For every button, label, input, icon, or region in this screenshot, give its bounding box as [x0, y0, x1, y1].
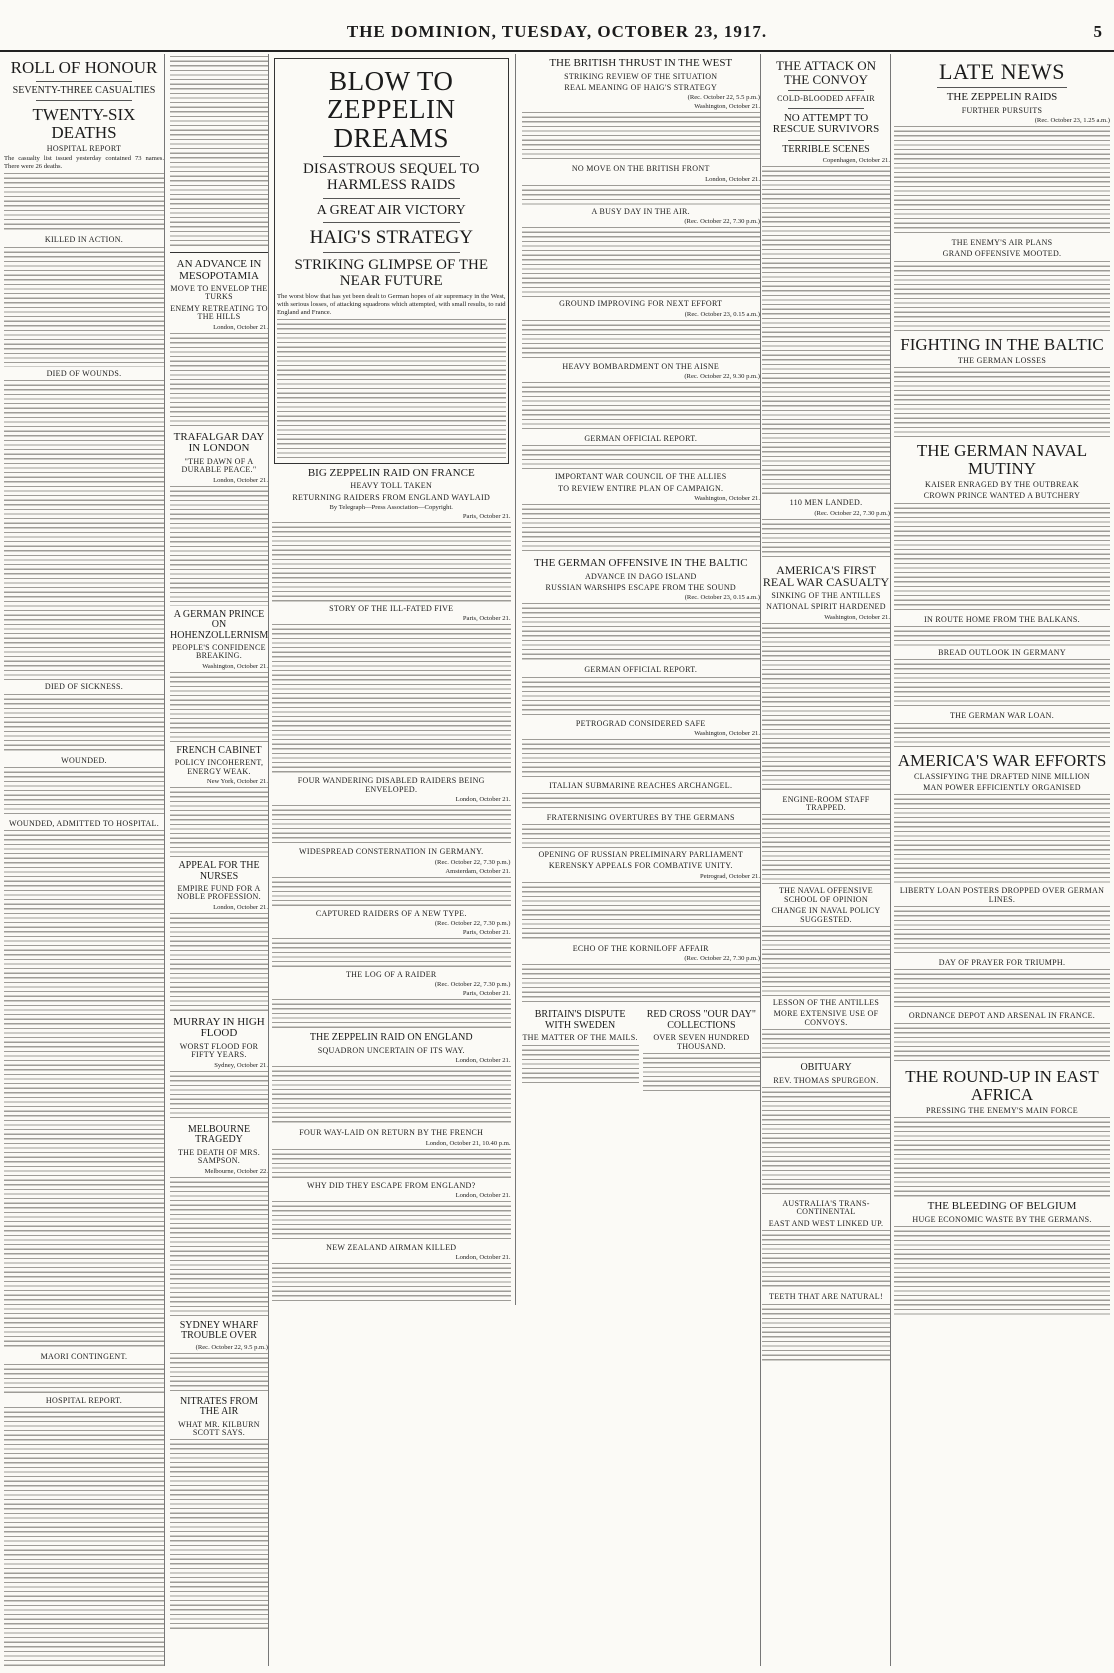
body-text-block — [894, 1226, 1110, 1316]
column-late-news — [894, 54, 1110, 1666]
subheadline: EMPIRE FUND FOR A NOBLE PROFESSION. — [177, 884, 261, 902]
lead-subheadline: A GREAT AIR VICTORY — [316, 202, 466, 218]
body-text-block — [4, 830, 164, 1350]
masthead-date-line: THE DOMINION, TUESDAY, OCTOBER 23, 1917. — [346, 22, 768, 41]
dateline: Paris, October 21. — [462, 615, 511, 623]
body-text-block — [4, 767, 164, 817]
body-text-block — [170, 1439, 268, 1629]
body-text-block — [4, 247, 164, 367]
body-text-block — [894, 794, 1110, 884]
subheadline: TWENTY-SIX DEATHS — [32, 105, 136, 143]
body-text-block — [522, 824, 761, 848]
body-text-block — [522, 1045, 639, 1085]
subheadline: MORE EXTENSIVE USE OF CONVOYS. — [773, 1009, 879, 1027]
subheadline: WORST FLOOD FOR FIFTY YEARS. — [179, 1041, 259, 1060]
subheadline: GERMAN OFFICIAL REPORT. — [584, 665, 698, 675]
body-text-block — [170, 486, 268, 606]
headline: AN ADVANCE IN MESOPOTAMIA — [176, 258, 262, 282]
lead-subheadline: STRIKING GLIMPSE OF THE NEAR FUTURE — [294, 257, 488, 289]
dateline: London, October 21. — [213, 903, 268, 911]
dateline: (Rec. October 23, 1.25 a.m.) — [1034, 117, 1110, 125]
subheadline: CLASSIFYING THE DRAFTED NINE MILLION — [914, 771, 1090, 781]
subheadline: WHAT MR. KILBURN SCOTT SAYS. — [178, 1419, 260, 1437]
subheadline: KAISER ENRAGED BY THE OUTBREAK — [925, 479, 1079, 489]
subheadline: IN ROUTE HOME FROM THE BALKANS. — [924, 614, 1080, 624]
body-text-block — [170, 333, 268, 428]
body-text-block — [522, 677, 761, 717]
body-text-block — [4, 380, 164, 680]
subheadline: ADVANCE IN DAGO ISLAND — [584, 571, 697, 581]
body-text-block — [894, 1117, 1110, 1197]
subheadline: MOVE TO ENVELOP THE TURKS — [170, 284, 268, 302]
subheadline: CAPTURED RAIDERS OF A NEW TYPE. — [315, 908, 467, 918]
subheadline: PETROGRAD CONSIDERED SAFE — [575, 718, 706, 728]
body-text-block — [4, 173, 164, 233]
subheadline: ITALIAN SUBMARINE REACHES ARCHANGEL. — [549, 781, 733, 791]
dateline: Copenhagen, October 21. — [822, 157, 890, 165]
headline: NITRATES FROM THE AIR — [179, 1395, 259, 1418]
subheadline: TO REVIEW ENTIRE PLAN OF CAMPAIGN. — [558, 483, 724, 493]
dateline: Paris, October 21. — [462, 512, 511, 520]
column-convoy — [762, 54, 891, 1666]
body-text-block — [272, 1149, 511, 1179]
headline: SYDNEY WHARF TROUBLE OVER — [179, 1319, 259, 1342]
body-text: The casualty list issued yesterday contained 73 names. There were 26 deaths. — [4, 155, 164, 171]
dateline: (Rec. October 22, 7.30 p.m.) — [434, 858, 511, 866]
headline: BRITAIN'S DISPUTE WITH SWEDEN — [534, 1009, 626, 1031]
subheadline: STORY OF THE ILL-FATED FIVE — [329, 603, 454, 613]
subheadline: LESSON OF THE ANTILLES — [772, 997, 880, 1007]
subheadline: LIBERTY LOAN POSTERS DROPPED OVER GERMAN LINES. — [899, 886, 1105, 904]
page-number: 5 — [1093, 22, 1102, 41]
body-text-block — [762, 623, 890, 793]
body-text-block — [272, 805, 511, 845]
section-label: WOUNDED. — [61, 755, 107, 765]
dateline: (Rec. October 22, 5.5 p.m.) — [687, 94, 760, 102]
dateline: Sydney, October 21. — [214, 1061, 268, 1069]
dateline: London, October 21, 10.40 p.m. — [425, 1139, 511, 1147]
headline: THE BLEEDING OF BELGIUM — [927, 1199, 1077, 1212]
column-main-news — [272, 54, 761, 1666]
headline: AMERICA'S FIRST REAL WAR CASUALTY — [762, 562, 890, 590]
dateline: Washington, October 21. — [202, 662, 268, 670]
body-text-block — [762, 1087, 890, 1197]
body-text-block — [4, 1407, 164, 1666]
subheadline: NO MOVE ON THE BRITISH FRONT — [571, 164, 710, 174]
subheadline: A BUSY DAY IN THE AIR. — [591, 206, 690, 216]
lead-subheadline: DISASTROUS SEQUEL TO HARMLESS RAIDS — [303, 161, 480, 193]
subheadline: ENEMY RETREATING TO THE HILLS — [170, 303, 268, 322]
lead-subheadline: HAIG'S STRATEGY — [309, 227, 473, 249]
subheadline: SQUADRON UNCERTAIN OF ITS WAY. — [317, 1045, 465, 1055]
subheadline: PRESSING THE ENEMY'S MAIN FORCE — [926, 1105, 1078, 1115]
masthead — [0, 0, 1114, 52]
subheadline: COLD-BLOODED AFFAIR — [777, 94, 875, 104]
body-text-block — [522, 793, 761, 811]
subheadline: PEOPLE'S CONFIDENCE BREAKING. — [172, 643, 266, 661]
body-text-block — [522, 112, 761, 162]
lead-headline-box — [274, 58, 509, 464]
body-text-block — [272, 999, 511, 1029]
body-text-block — [894, 969, 1110, 1009]
body-text-block — [522, 382, 761, 432]
subheadline: DAY OF PRAYER FOR TRIUMPH. — [938, 958, 1066, 968]
headline: MELBOURNE TRAGEDY — [187, 1123, 251, 1146]
body-text-block — [522, 739, 761, 779]
headline: THE ZEPPELIN RAID ON ENGLAND — [309, 1032, 473, 1044]
subheadline: HOSPITAL REPORT — [46, 144, 122, 154]
body-text-block — [272, 1066, 511, 1126]
body-text-block — [522, 320, 761, 360]
body-text-block — [170, 1177, 268, 1317]
body-text-block — [522, 185, 761, 205]
subheadline: POLICY INCOHERENT, ENERGY WEAK. — [174, 758, 264, 776]
subheadline: RETURNING RAIDERS FROM ENGLAND WAYLAID — [292, 492, 491, 502]
body-text-block — [272, 938, 511, 968]
dateline: Petrograd, October 21. — [699, 872, 760, 880]
dateline: (Rec. October 22, 9.30 p.m.) — [684, 372, 760, 380]
subheadline: THE MATTER OF THE MAILS. — [522, 1033, 638, 1043]
dateline: (Rec. October 22, 9.5 p.m.) — [195, 1343, 268, 1351]
subheadline: THE ENEMY'S AIR PLANS — [951, 238, 1053, 248]
subheadline: GROUND IMPROVING FOR NEXT EFFORT — [559, 299, 723, 309]
headline: THE BRITISH THRUST IN THE WEST — [549, 57, 733, 69]
body-text-block — [894, 261, 1110, 331]
dateline: London, October 21. — [455, 796, 511, 804]
headline: TRAFALGAR DAY IN LONDON — [173, 430, 265, 455]
section-label: WOUNDED, ADMITTED TO HOSPITAL. — [8, 818, 160, 828]
body-text-block — [894, 659, 1110, 709]
dateline: Washington, October 21. — [824, 613, 890, 621]
body-text-block — [762, 1029, 890, 1059]
subheadline: HEAVY BOMBARDMENT ON THE AISNE — [562, 361, 720, 371]
body-text-block — [277, 319, 506, 459]
body-text-block — [272, 877, 511, 907]
dateline: New York, October 21. — [206, 778, 268, 786]
body-text-block — [522, 227, 761, 297]
subheadline: 110 MEN LANDED. — [789, 498, 863, 508]
body-text-block — [170, 672, 268, 742]
dateline: (Rec. October 23, 0.15 a.m.) — [684, 594, 760, 602]
body-text-block — [272, 1263, 511, 1303]
subheadline: ENGINE-ROOM STAFF TRAPPED. — [782, 794, 870, 813]
subheadline: NO ATTEMPT TO RESCUE SURVIVORS — [772, 111, 880, 136]
subheadline: IMPORTANT WAR COUNCIL OF THE ALLIES — [554, 472, 727, 482]
subheadline: KERENSKY APPEALS FOR COMBATIVE UNITY. — [548, 861, 733, 871]
subheadline: HEAVY TOLL TAKEN — [350, 481, 433, 491]
body-text-block — [522, 882, 761, 942]
body-text-block — [170, 56, 268, 246]
headline: THE ROUND-UP IN EAST AFRICA — [905, 1066, 1099, 1104]
subheadline: REV. THOMAS SPURGEON. — [773, 1075, 879, 1085]
section-label: HOSPITAL REPORT. — [45, 1395, 123, 1405]
subheadline: WHY DID THEY ESCAPE FROM ENGLAND? — [307, 1180, 476, 1190]
subheadline: THE GERMAN WAR LOAN. — [949, 711, 1055, 721]
subheadline: THE GERMAN LOSSES — [957, 355, 1047, 365]
body-text-block — [4, 694, 164, 754]
body-text-block — [272, 624, 511, 774]
dateline: (Rec. October 22, 7.30 p.m.) — [684, 218, 760, 226]
column-roll-of-honour — [4, 54, 165, 1666]
headline: THE GERMAN OFFENSIVE IN THE BALTIC — [533, 557, 748, 570]
zeppelin-story — [272, 54, 516, 1305]
body-text-block — [762, 166, 890, 496]
dateline: London, October 21. — [455, 1057, 511, 1065]
body-text-block — [522, 445, 761, 470]
body-text-block — [894, 906, 1110, 956]
subheadline: THE LOG OF A RAIDER — [345, 969, 437, 979]
headline: RED CROSS "OUR DAY" COLLECTIONS — [646, 1009, 756, 1031]
subheadline: EAST AND WEST LINKED UP. — [768, 1218, 884, 1228]
dateline: Washington, October 21. — [694, 103, 760, 111]
section-label: KILLED IN ACTION. — [44, 235, 124, 245]
subheadline: FOUR WAY-LAID ON RETURN BY THE FRENCH — [299, 1128, 484, 1138]
subheadline: THE NAVAL OFFENSIVE SCHOOL OF OPINION — [778, 886, 873, 904]
subheadline: FOUR WANDERING DISABLED RAIDERS BEING ENVELOPED. — [297, 776, 485, 794]
subheadline: ECHO OF THE KORNILOFF AFFAIR — [572, 943, 709, 953]
lead-headline: BLOW TO ZEPPELIN DREAMS — [327, 66, 456, 153]
body-text-block — [894, 626, 1110, 646]
subheadline: CROWN PRINCE WANTED A BUTCHERY — [923, 491, 1081, 501]
headline: FIGHTING IN THE BALTIC — [900, 334, 1104, 354]
dateline: Paris, October 21. — [462, 928, 511, 936]
dateline: (Rec. October 22, 7.30 p.m.) — [434, 981, 511, 989]
subheadline: AUSTRALIA'S TRANS-CONTINENTAL — [782, 1199, 870, 1217]
dateline: Melbourne, October 22. — [204, 1167, 268, 1175]
body-text-block — [522, 964, 761, 1004]
subheadline: FURTHER PURSUITS — [961, 105, 1043, 115]
headline: ROLL OF HONOUR — [10, 58, 158, 77]
body-text-block — [762, 519, 890, 559]
subheadline: BREAD OUTLOOK IN GERMANY — [938, 647, 1066, 657]
dateline: London, October 21. — [213, 323, 268, 331]
subheadline: FRATERNISING OVERTURES BY THE GERMANS — [546, 812, 735, 822]
column-cables — [170, 54, 269, 1666]
headline: LATE NEWS — [938, 59, 1066, 84]
dateline: London, October 21. — [455, 1192, 511, 1199]
body-text-block — [522, 603, 761, 663]
dateline: London, October 21. — [705, 175, 760, 183]
body-text-block — [522, 504, 761, 554]
subheadline: HUGE ECONOMIC WASTE BY THE GERMANS. — [912, 1214, 1092, 1224]
headline: FRENCH CABINET — [176, 744, 262, 756]
body-text-block — [762, 1230, 890, 1290]
byline: By Telegraph—Press Association—Copyright. — [329, 503, 453, 511]
subheadline: SEVENTY-THREE CASUALTIES — [12, 84, 156, 96]
subheadline: THE ZEPPELIN RAIDS — [946, 91, 1058, 104]
body-text-block — [762, 814, 890, 884]
body-text-block — [762, 926, 890, 996]
dateline: Washington, October 21. — [694, 730, 760, 738]
headline: BIG ZEPPELIN RAID ON FRANCE — [307, 466, 475, 479]
dateline: Paris, October 21. — [462, 990, 511, 998]
subheadline: "THE DAWN OF A DURABLE PEACE." — [181, 456, 257, 475]
dateline: Amsterdam, October 21. — [445, 867, 511, 875]
body-text-block — [894, 723, 1110, 747]
body-text-block — [170, 913, 268, 1013]
body-text-block — [272, 1201, 511, 1241]
headline: A GERMAN PRINCE ON HOHENZOLLERNISM — [170, 608, 269, 641]
subheadline: THE DEATH OF MRS. SAMPSON. — [178, 1147, 260, 1166]
dateline: London, October 21. — [455, 1254, 511, 1262]
subheadline: STRIKING REVIEW OF THE SITUATION — [564, 71, 718, 81]
subheadline: RUSSIAN WARSHIPS ESCAPE FROM THE SOUND — [545, 583, 736, 592]
headline: THE GERMAN NAVAL MUTINY — [916, 441, 1088, 478]
section-label: DIED OF SICKNESS. — [44, 682, 124, 692]
subheadline: OVER SEVEN HUNDRED THOUSAND. — [653, 1033, 750, 1051]
war-news — [522, 54, 761, 1305]
subheadline: GRAND OFFENSIVE MOOTED. — [942, 249, 1062, 259]
subheadline: TEETH THAT ARE NATURAL! — [769, 1292, 883, 1302]
body-text-block — [894, 1023, 1110, 1063]
lead-paragraph: The worst blow that has yet been dealt to German hopes of air supremacy in the West, with serious losses, of attacking squadrons which attempted, with small results, to raid England and France. — [277, 292, 506, 316]
subheadline: NATIONAL SPIRIT HARDENED — [766, 602, 886, 612]
body-text-block — [894, 126, 1110, 236]
body-text-block — [170, 787, 268, 857]
subheadline: WIDESPREAD CONSTERNATION IN GERMANY. — [299, 847, 484, 857]
body-text-block — [894, 367, 1110, 437]
dateline: Washington, October 21. — [694, 495, 760, 503]
body-text-block — [272, 522, 511, 602]
body-text-block — [643, 1053, 760, 1093]
subheadline: GERMAN OFFICIAL REPORT. — [584, 433, 698, 443]
body-text-block — [762, 1304, 890, 1364]
subheadline: SINKING OF THE ANTILLES — [771, 590, 881, 600]
dateline: (Rec. October 23, 0.15 a.m.) — [684, 310, 760, 318]
dateline: (Rec. October 22, 7.30 p.m.) — [814, 509, 890, 517]
body-text-block — [4, 1364, 164, 1394]
subheadline: OPENING OF RUSSIAN PRELIMINARY PARLIAMENT — [538, 849, 744, 859]
headline: AMERICA'S WAR EFFORTS — [897, 750, 1107, 770]
dateline: (Rec. October 22, 7.30 p.m.) — [434, 919, 511, 927]
headline: THE ATTACK ON THE CONVOY — [775, 58, 877, 87]
subheadline: NEW ZEALAND AIRMAN KILLED — [326, 1243, 457, 1252]
body-text-block — [170, 1071, 268, 1121]
dateline: (Rec. October 22, 7.30 p.m.) — [684, 955, 760, 963]
body-text-block — [894, 503, 1110, 613]
subheadline: TERRIBLE SCENES — [782, 143, 870, 155]
headline: MURRAY IN HIGH FLOOD — [173, 1015, 265, 1040]
headline: APPEAL FOR THE NURSES — [178, 860, 260, 882]
subheadline: ORDNANCE DEPOT AND ARSENAL IN FRANCE. — [908, 1011, 1096, 1021]
section-label: DIED OF WOUNDS. — [46, 368, 122, 378]
body-text-block — [170, 1353, 268, 1393]
subheadline: MAN POWER EFFICIENTLY ORGANISED — [923, 782, 1081, 792]
subheadline: REAL MEANING OF HAIG'S STRATEGY — [564, 82, 718, 92]
subheadline: CHANGE IN NAVAL POLICY SUGGESTED. — [771, 906, 881, 924]
dateline: London, October 21. — [213, 476, 268, 484]
subheadline: OBITUARY — [800, 1062, 852, 1074]
section-label: MAORI CONTINGENT. — [40, 1352, 128, 1362]
